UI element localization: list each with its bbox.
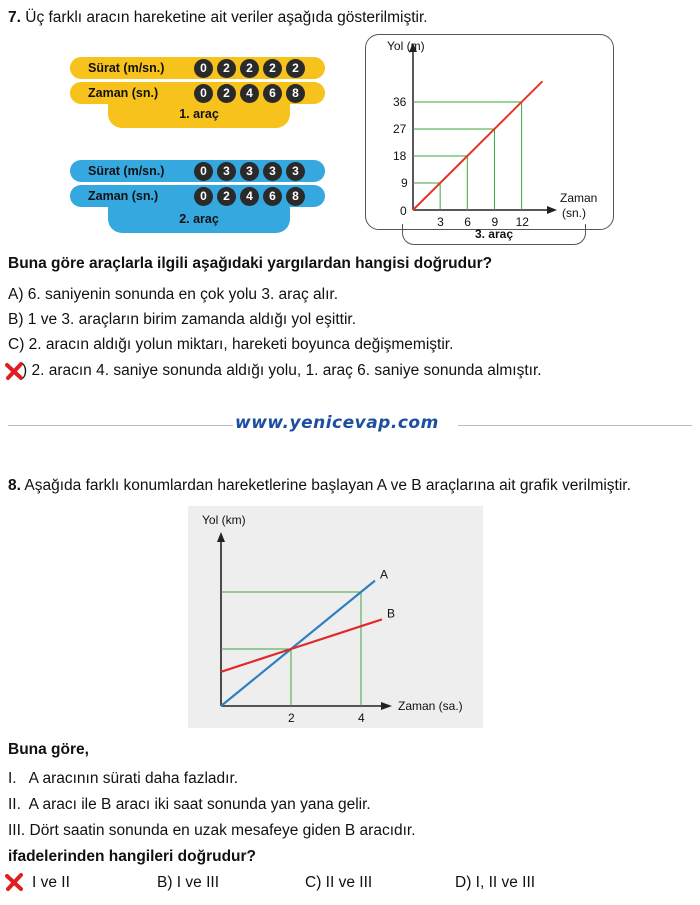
q7-option-d[interactable]: ) 2. aracın 4. saniye sonunda aldığı yolu, 1. araç 6. saniye sonunda almıştır. [22, 362, 542, 379]
y-tick-label: 9 [401, 176, 408, 190]
car1-speed-value-circle: 2 [286, 59, 305, 78]
car1-time-value-circle: 4 [240, 84, 259, 103]
divider-right [458, 425, 692, 426]
q7-option-b[interactable]: B) 1 ve 3. araçların birim zamanda aldığı yol eşittir. [8, 311, 357, 328]
car3-name: 3. araç [474, 227, 514, 241]
x-tick-label: 9 [491, 215, 499, 228]
x-axis-label-unit: (sn.) [562, 206, 586, 220]
car1-time-value-circle: 0 [194, 84, 213, 103]
q7-question: Buna göre araçlarla ilgili aşağıdaki yargılardan hangisi doğrudur? [8, 255, 493, 272]
car2-speed-row [70, 160, 325, 182]
car1-time-value-circle: 6 [263, 84, 282, 103]
car2-speed-value-circle: 3 [217, 162, 236, 181]
q7-number: 7. [8, 9, 21, 26]
q7-option-a[interactable]: A) 6. saniyenin sonunda en çok yolu 3. araç alır. [8, 286, 339, 303]
car2-time-value-circle: 8 [286, 187, 305, 206]
chart-background [188, 506, 483, 728]
car2-time-label: Zaman (sn.) [88, 189, 159, 203]
car1-speed-value-circle: 2 [217, 59, 236, 78]
q8-option-a[interactable]: I ve II [32, 874, 70, 891]
q8-question: ifadelerinden hangileri doğrudur? [8, 848, 257, 865]
car1-speed-value-circle: 2 [263, 59, 282, 78]
q7-stem: Üç farklı aracın hareketine ait veriler aşağıda gösterilmiştir. [25, 9, 428, 26]
car1-speed-value-circle: 2 [240, 59, 259, 78]
x-tick-label: 6 [464, 215, 471, 228]
q8-statement-2: II. A aracı ile B aracı iki saat sonunda yan yana gelir. [8, 796, 371, 813]
car2-time-value-circle: 4 [240, 187, 259, 206]
q8-intro: Buna göre, [8, 741, 89, 758]
car1-time-label: Zaman (sn.) [88, 86, 159, 100]
y-axis-label: Yol (m) [387, 39, 425, 53]
car1-time-row [70, 82, 325, 104]
car1-speed-values [194, 59, 305, 78]
answer-cross-icon [4, 361, 24, 381]
q8-chart [188, 506, 483, 728]
car2-speed-value-circle: 0 [194, 162, 213, 181]
q8-stem: Aşağıda farklı konumlardan hareketlerine başlayan A ve B araçlarına ait grafik verilmiştir. [24, 477, 631, 494]
series-label-B: B [387, 606, 396, 621]
x-tick-label: 4 [358, 711, 365, 725]
divider-left [8, 425, 233, 426]
x-tick-label: 12 [515, 215, 529, 228]
car1-name: 1. araç [179, 107, 219, 121]
car1-time-values [194, 84, 305, 103]
car2-time-value-circle: 6 [263, 187, 282, 206]
car3-chart [365, 34, 612, 228]
x-tick-label: 2 [288, 711, 295, 725]
origin-label: 0 [400, 204, 407, 218]
car1-speed-label: Sürat (m/sn.) [88, 61, 165, 75]
car1-speed-value-circle: 0 [194, 59, 213, 78]
car2-time-values [194, 187, 305, 206]
y-axis-label: Yol (km) [202, 513, 246, 527]
car1-name-tab [108, 100, 290, 128]
x-tick-label: 3 [437, 215, 444, 228]
q8-option-b[interactable]: B) I ve III [157, 874, 220, 891]
x-axis-arrow-icon [547, 206, 557, 214]
q8-statement-1: I. A aracının sürati daha fazladır. [8, 770, 239, 787]
car1-speed-row [70, 57, 325, 79]
x-axis-label: Zaman [560, 191, 598, 205]
car2-time-value-circle: 0 [194, 187, 213, 206]
car2-speed-label: Sürat (m/sn.) [88, 164, 165, 178]
series-label-A: A [380, 567, 389, 582]
y-tick-label: 27 [393, 122, 407, 136]
car2-name-tab [108, 205, 290, 233]
car1-time-value-circle: 2 [217, 84, 236, 103]
car2-name: 2. araç [179, 212, 219, 226]
q7-header [8, 9, 428, 27]
car2-time-value-circle: 2 [217, 187, 236, 206]
q8-statement-3: III. Dört saatin sonunda en uzak mesafeye giden B aracıdır. [8, 822, 416, 839]
watermark-logo: www.yenicevap.com [235, 413, 439, 433]
series-line-3-arac [413, 81, 542, 210]
q8-option-d[interactable]: D) I, II ve III [455, 874, 536, 891]
car2-speed-value-circle: 3 [286, 162, 305, 181]
car1-time-value-circle: 8 [286, 84, 305, 103]
q7-option-c[interactable]: C) 2. aracın aldığı yolun miktarı, hareketi boyunca değişmemiştir. [8, 336, 454, 353]
answer-cross-icon [4, 872, 24, 892]
y-tick-label: 36 [393, 95, 407, 109]
q8-number: 8. [8, 477, 21, 494]
q8-header [8, 477, 631, 495]
y-tick-label: 18 [393, 149, 407, 163]
car2-speed-value-circle: 3 [263, 162, 282, 181]
q8-option-c[interactable]: C) II ve III [305, 874, 373, 891]
car2-time-row [70, 185, 325, 207]
car2-speed-values [194, 162, 305, 181]
car2-speed-value-circle: 3 [240, 162, 259, 181]
x-axis-label: Zaman (sa.) [398, 699, 463, 713]
